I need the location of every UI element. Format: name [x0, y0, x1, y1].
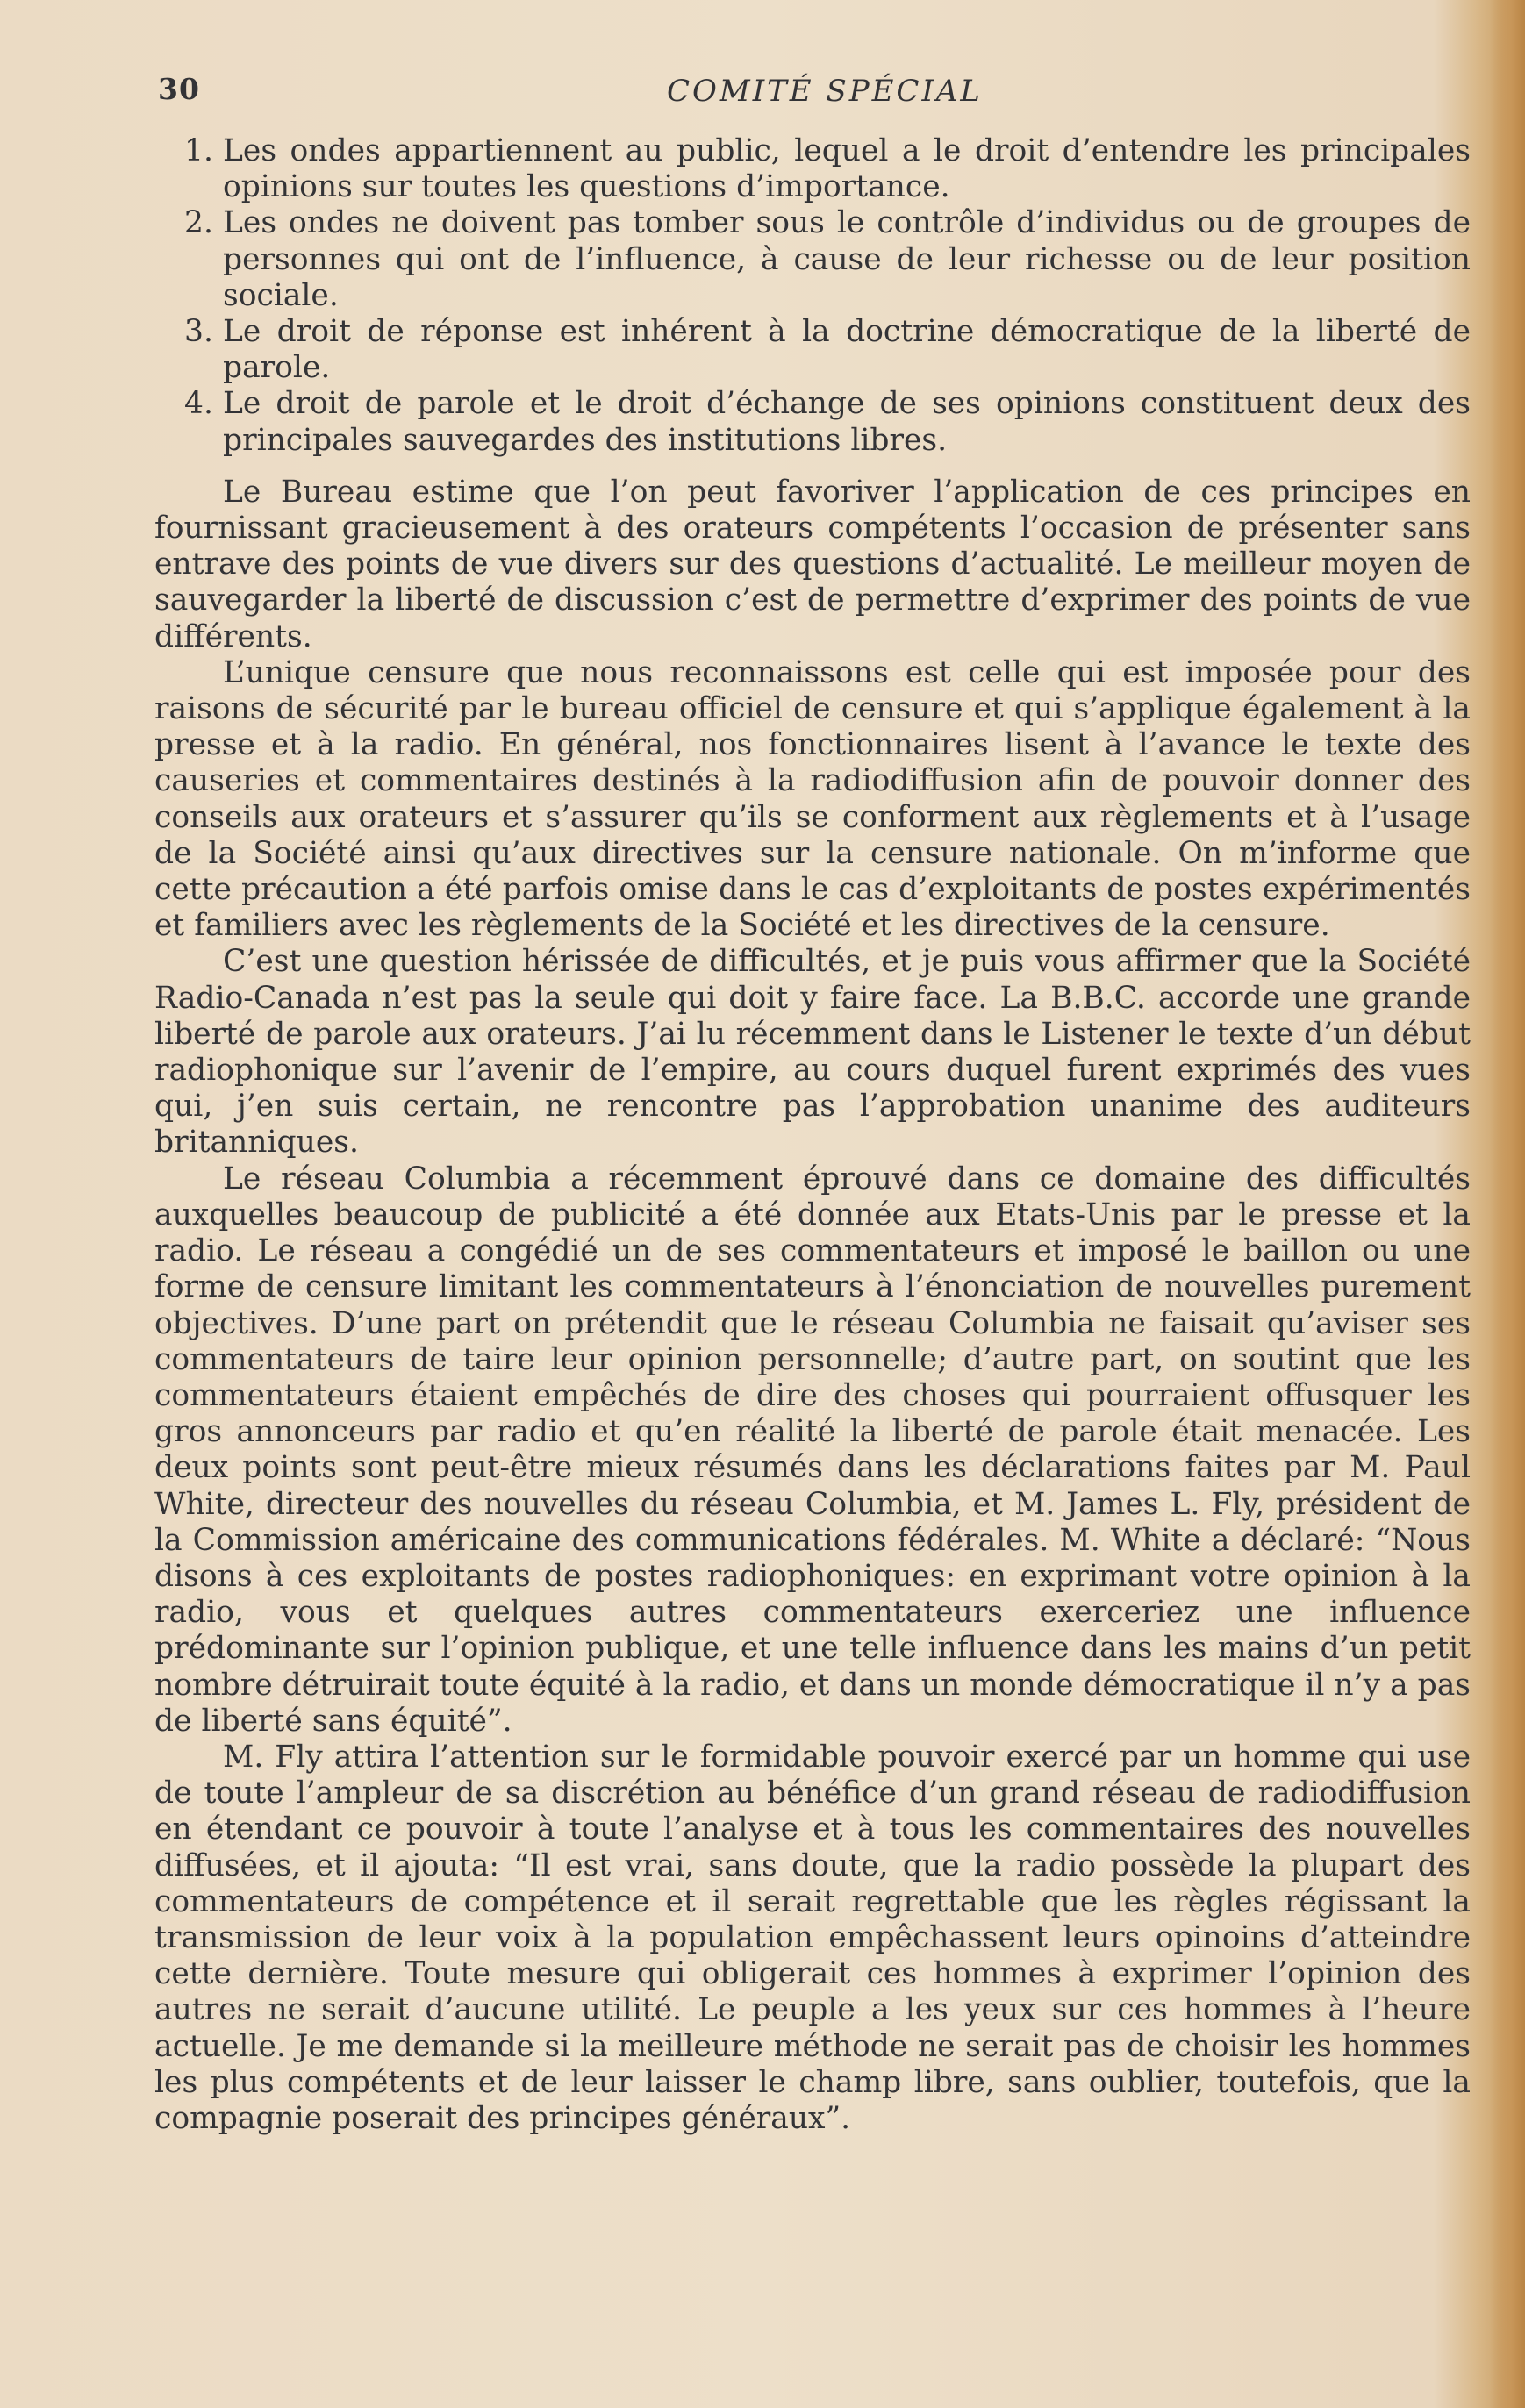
list-item-text: Les ondes appartiennent au public, lequel a le droit d’entendre les principales opinions sur toutes les questions d’importance.	[223, 133, 1471, 205]
list-item-number: 1.	[184, 133, 213, 168]
list-item	[184, 386, 1471, 458]
list-item	[184, 314, 1471, 386]
list-item-number: 4.	[184, 386, 213, 422]
paragraph: Le réseau Columbia a récemment éprouvé dans ce domaine des difficultés auxquelles beaucoup de publicité a été donnée aux Etats-Unis par le presse et la radio. Le réseau a congédié un de ses commentateurs et imposé le baillon ou une forme de censure limitant les commentateurs à l’énonciation de nouvelles purement objectives. D’une part on prétendit que le réseau Columbia ne faisait qu’aviser ses commentateurs de taire leur opinion personnelle; d’autre part, on soutint que les commentateurs étaient empêchés de dire des choses qui pourraient offusquer les gros annonceurs par radio et qu’en réalité la liberté de parole était menacée. Les deux points sont peut-être mieux résumés dans les déclarations faites par M. Paul White, directeur des nouvelles du réseau Columbia, et M. James L. Fly, président de la Commission américaine des communications fédérales. M. White a déclaré: “Nous disons à ces exploitants de postes radiophoniques: en exprimant votre opinion à la radio, vous et quelques autres commentateurs exerceriez une influence prédominante sur l’opinion publique, et une telle influence dans les mains d’un petit nombre détruirait toute équité à la radio, et dans un monde démocratique il n’y a pas de liberté sans équité”.	[154, 1161, 1471, 1739]
paragraph: Le Bureau estime que l’on peut favoriver l’application de ces principes en fournissant gracieusement à des orateurs compétents l’occasion de présenter sans entrave des points de vue divers sur des questions d’actualité. Le meilleur moyen de sauvegarder la liberté de discussion c’est de permettre d’exprimer des points de vue différents.	[154, 474, 1471, 654]
list-item-text: Le droit de réponse est inhérent à la doctrine démocratique de la liberté de parole.	[223, 314, 1471, 386]
page-number: 30	[158, 72, 200, 106]
paragraph: C’est une question hérissée de difficultés, et je puis vous affirmer que la Société Radio-Canada n’est pas la seule qui doit y faire face. La B.B.C. accorde une grande liberté de parole aux orateurs. J’ai lu récemment dans le Listener le texte d’un début radiophonique sur l’avenir de l’empire, au cours duquel furent exprimés des vues qui, j’en suis certain, ne rencontre pas l’approbation unanime des auditeurs britanniques.	[154, 944, 1471, 1161]
list-item-number: 2.	[184, 205, 213, 241]
list-item-text: Les ondes ne doivent pas tomber sous le contrôle d’individus ou de groupes de personnes qui ont de l’influence, à cause de leur richesse ou de leur position sociale.	[223, 205, 1471, 313]
list-item-number: 3.	[184, 314, 213, 350]
list-item	[184, 205, 1471, 314]
body-text	[154, 133, 1471, 2137]
paragraph: L’unique censure que nous reconnaissons est celle qui est imposée pour des raisons de sécurité par le bureau officiel de censure et qui s’applique également à la presse et à la radio. En général, nos fonctionnaires lisent à l’avance le texte des causeries et commentaires destinés à la radiodiffusion afin de pouvoir donner des conseils aux orateurs et s’assurer qu’ils se conforment aux règlements et à l’usage de la Société ainsi qu’aux directives sur la censure nationale. On m’informe que cette précaution a été parfois omise dans le cas d’exploitants de postes expérimentés et familiers avec les règlements de la Société et les directives de la censure.	[154, 654, 1471, 944]
running-head: COMITÉ SPÉCIAL	[667, 74, 984, 109]
list-item-text: Le droit de parole et le droit d’échange de ses opinions constituent deux des principales sauvegardes des institutions libres.	[223, 386, 1471, 458]
page-edge-shadow	[1490, 0, 1525, 2408]
list-item	[184, 133, 1471, 205]
page-header	[158, 72, 1474, 116]
paragraph: M. Fly attira l’attention sur le formidable pouvoir exercé par un homme qui use de toute l’ampleur de sa discrétion au bénéfice d’un grand réseau de radiodiffusion en étendant ce pouvoir à toute l’analyse et à tous les commentaires des nouvelles diffusées, et il ajouta: “Il est vrai, sans doute, que la radio possède la plupart des commentateurs de compétence et il serait regrettable que les règles régissant la transmission de leur voix à la population empêchassent leurs opinoins d’atteindre cette dernière. Toute mesure qui obligerait ces hommes à exprimer l’opinion des autres ne serait d’aucune utilité. Le peuple a les yeux sur ces hommes à l’heure actuelle. Je me demande si la meilleure méthode ne serait pas de choisir les hommes les plus compétents et de leur laisser le champ libre, sans oublier, toutefois, que la compagnie poserait des principes généraux”.	[154, 1739, 1471, 2136]
principles-list	[154, 133, 1471, 459]
